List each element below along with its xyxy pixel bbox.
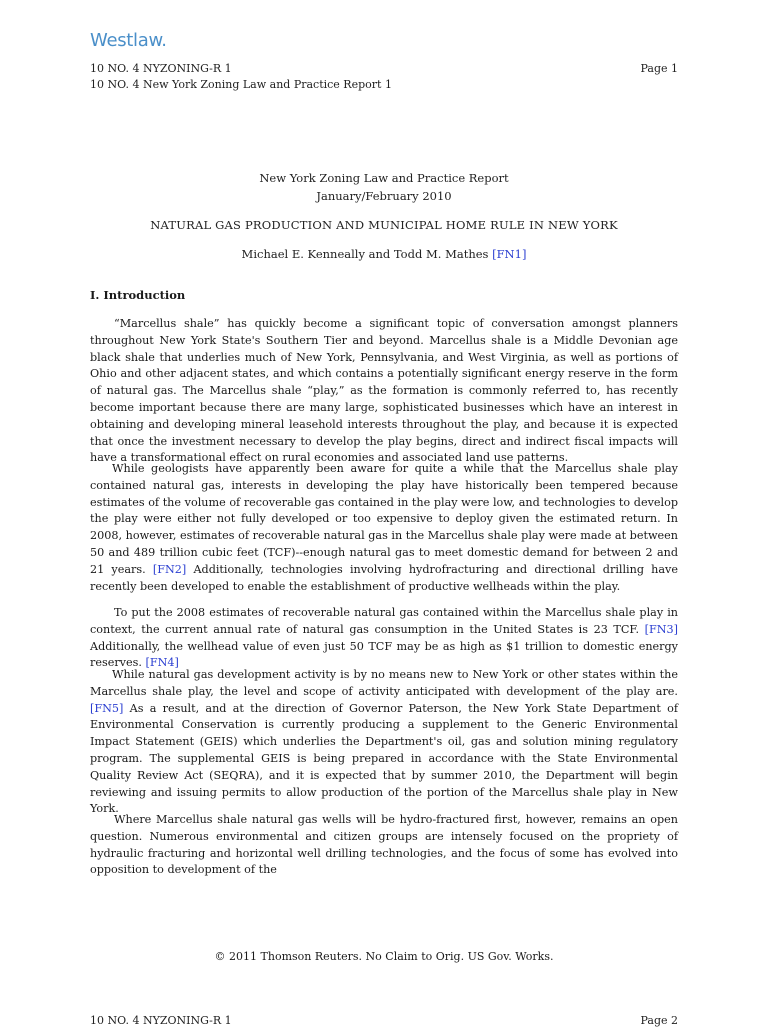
copyright-footer: © 2011 Thomson Reuters. No Claim to Orig. US Gov. Works. (214, 950, 554, 963)
next-page-citation: 10 NO. 4 NYZONING-R 1 (90, 1014, 232, 1027)
next-page-number: Page 2 (640, 1014, 678, 1027)
footnote-link-fn1[interactable]: [FN1] (492, 247, 527, 261)
footnote-link-fn2[interactable]: [FN2] (152, 562, 187, 576)
footnote-link-fn5[interactable]: [FN5] (90, 701, 124, 715)
paragraph-3 (90, 605, 678, 672)
paragraph-3-text-b: Additionally, the wellhead value of even just 50 TCF may be as high as $1 trillion to domestic energy reserves. (90, 639, 678, 670)
footnote-link-fn3[interactable]: [FN3] (644, 622, 678, 636)
header-page-number: Page 1 (640, 62, 678, 75)
footnote-link-fn4[interactable]: [FN4] (145, 656, 179, 670)
paragraph-2 (90, 461, 678, 595)
authors-line (0, 247, 768, 261)
header-subtitle: 10 NO. 4 New York Zoning Law and Practice Report 1 (90, 78, 392, 91)
westlaw-logo: Westlaw. (90, 30, 167, 51)
authors: Michael E. Kenneally and Todd M. Mathes (241, 247, 489, 261)
publication-date: January/February 2010 (316, 189, 452, 203)
paragraph-2-text-b: Additionally, technologies involving hydrofracturing and directional drilling have recently been developed to enable the establishment of productive wellheads within the play. (90, 562, 678, 593)
paragraph-1: “Marcellus shale” has quickly become a significant topic of conversation amongst planners throughout New York State's Southern Tier and beyond. Marcellus shale is a Middle Devonian age black shale that underlies much of New York, Pennsylvania, and West Virginia, as well as portions of Ohio and other adjacent states, and which contains a potentially significant energy reserve in the form of natural gas. The Marcellus shale “play,” as the formation is commonly referred to, has recently become important because there are many large, sophisticated businesses which have an interest in obtaining and developing mineral leasehold interests throughout the play, and because it is expected that once the investment necessary to develop the play begins, direct and indirect fiscal impacts will have a transformational effect on rural economies and associated land use patterns. (90, 317, 678, 465)
paragraph-3-text-a: To put the 2008 estimates of recoverable natural gas contained within the Marcellus shale play in context, the current annual rate of natural gas consumption in the United States is 23 TCF. (90, 606, 678, 636)
paragraph-4 (90, 667, 678, 818)
paragraph-4-text-a: While natural gas development activity is by no means new to New York or other states within the Marcellus shale play, the level and scope of activity anticipated with development of the play are. (90, 668, 678, 698)
header-citation: 10 NO. 4 NYZONING-R 1 (90, 62, 232, 75)
article-title: NATURAL GAS PRODUCTION AND MUNICIPAL HOME RULE IN NEW YORK (150, 218, 618, 232)
section-heading: I. Introduction (90, 288, 186, 302)
publication-name: New York Zoning Law and Practice Report (259, 171, 509, 185)
paragraph-5: Where Marcellus shale natural gas wells will be hydro-fractured first, however, remains an open question. Numerous environmental and citizen groups are intensely focused on the propriety of hydraulic fracturing and horizontal well drilling technologies, and the focus of some has evolved into opposition to development of the (90, 813, 678, 877)
paragraph-2-text-a: While geologists have apparently been aware for quite a while that the Marcellus shale play contained natural gas, interests in developing the play have historically been tempered because estimates of the volume of recoverable gas contained in the play were low, and technologies to develop the play were either not fully developed or too expensive to deploy given the estimated return. In 2008, however, estimates of recoverable natural gas in the Marcellus shale play were made at between 50 and 489 trillion cubic feet (TCF)--enough natural gas to meet domestic demand for between 2 and 21 years. (90, 462, 678, 576)
paragraph-4-text-b: As a result, and at the direction of Governor Paterson, the New York State Department of Environmental Conservation is currently producing a supplement to the Generic Environmental Impact Statement (GEIS) which underlies the Department's oil, gas and solution mining regulatory program. The supplemental GEIS is being prepared in accordance with the State Environmental Quality Review Act (SEQRA), and it is expected that by summer 2010, the Department will begin reviewing and issuing permits to allow production of the portion of the Marcellus shale play in New York. (90, 701, 678, 816)
